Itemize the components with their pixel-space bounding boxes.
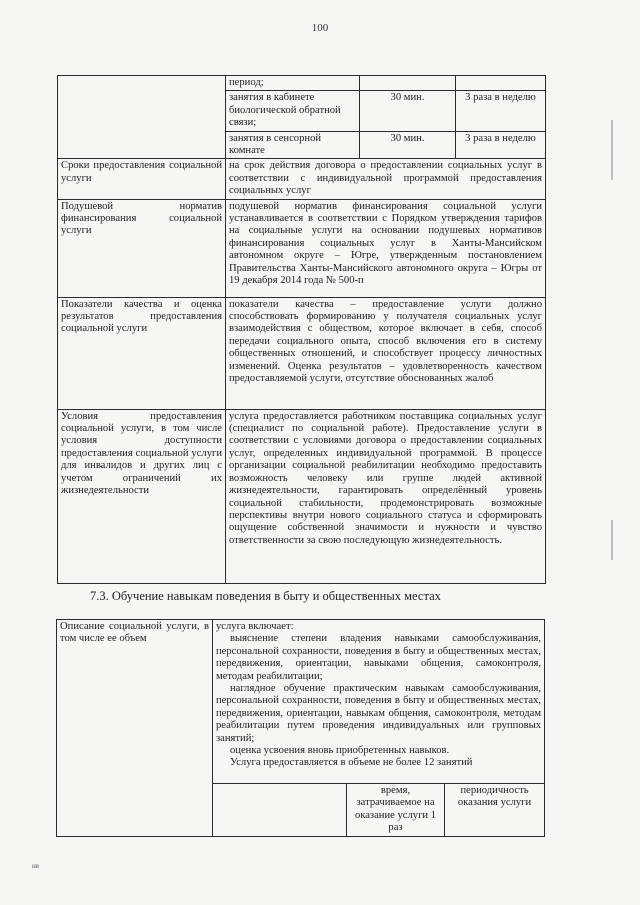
- procedure-frequency: 3 раза в неделю: [456, 131, 546, 159]
- frequency-column-header: периодичность оказания услуги: [445, 784, 545, 837]
- procedure-name: период;: [226, 76, 360, 91]
- description-paragraph: наглядное обучение практическим навыкам самообслуживания, персональной сохранности, поведения в быту и общественных местах, передвижения, ориентации, навыкам общения, самоконтроля, методам реабилитации путем проведения индивидуальных или групповых занятий;: [216, 683, 542, 744]
- row-value: подушевой норматив финансирования социальной услуги устанавливается в соответствии с Порядком утверждения тарифов на социальные услуги на основании подушевых нормативов финансирования социальных услуг в Ханты-Мансийском автономном округе – Югре, утвержденным постановлением Правительства Ханты-Мансийского автономного округа – Югры от 19 декабря 2014 года № 500-п: [226, 199, 546, 297]
- description-paragraph: Услуга предоставляется в объеме не более 12 занятий: [230, 757, 473, 769]
- section-heading: 7.3. Обучение навыкам поведения в быту и общественных местах: [90, 589, 441, 603]
- procedure-time: 30 мин.: [360, 131, 456, 159]
- empty-procedure-cell: [213, 784, 347, 837]
- description-paragraph: выяснение степени владения навыками самообслуживания, персональной сохранности, поведения в быту и общественных местах, передвижения, ориентации, навыками общения, самоконтроля, методам реабилитации;: [216, 633, 542, 682]
- footer-mark: нв: [32, 862, 40, 870]
- scan-edge-mark: [611, 120, 613, 180]
- table-row: [58, 297, 546, 409]
- table-row: [57, 620, 545, 784]
- procedure-name: занятия в сенсорной комнате: [226, 131, 360, 159]
- procedure-name: занятия в кабинете биологической обратной связи;: [226, 91, 360, 131]
- table-row: [58, 159, 546, 199]
- description-intro: услуга включает:: [216, 621, 294, 632]
- procedure-time: 30 мин.: [360, 91, 456, 131]
- service-description-table: [56, 619, 545, 837]
- procedure-time: [360, 76, 456, 91]
- row-value: на срок действия договора о предоставлении социальных услуг в соответствии с индивидуальной программой предоставления социальных услуг: [226, 159, 546, 199]
- row-label: Показатели качества и оценка результатов предоставления социальной услуги: [58, 297, 226, 409]
- procedure-frequency: [456, 76, 546, 91]
- row-label: Условия предоставления социальной услуги, в том числе условия доступности предоставления социальной услуги для инвалидов и других лиц с учетом ограничений их жизнедеятельности: [58, 409, 226, 583]
- row-value: показатели качества – предоставление услуги должно способствовать формированию у получателя социальных услуг взаимодействия с обществом, которое включает в себя, способ передачи социального опыта, способ включения его в систему общественных отношений, и способствует процессу личностных изменений. Оценка результатов – удовлетворенность качеством предоставляемой услуги, отсутствие обоснованных жалоб: [226, 297, 546, 409]
- table-row: [58, 409, 546, 583]
- empty-label-cell: [58, 76, 226, 159]
- row-label: Сроки предоставления социальной услуги: [58, 159, 226, 199]
- row-label: Описание социальной услуги, в том числе ее объем: [57, 620, 213, 837]
- table-row: [58, 199, 546, 297]
- service-description: [213, 620, 545, 784]
- table-row: [58, 76, 546, 91]
- page-number: 100: [311, 22, 329, 34]
- time-column-header: время, затрачиваемое на оказание услуги 1 раз: [347, 784, 445, 837]
- row-label: Подушевой норматив финансирования социальной услуги: [58, 199, 226, 297]
- scan-edge-mark: [611, 520, 613, 560]
- service-details-table: [57, 75, 546, 584]
- procedure-frequency: 3 раза в неделю: [456, 91, 546, 131]
- description-paragraph: оценка усвоения вновь приобретенных навыков.: [230, 745, 450, 757]
- row-value: услуга предоставляется работником поставщика социальных услуг (специалист по социальной работе). Предоставление услуги в соответствии с условиями договора о предоставлении социальных услуг, определенных индивидуальной программой. В процессе организации социальной реабилитации необходимо предоставить возможность человеку или группе людей активной жизнедеятельности, гарантировать определённый уровень социальной стабильности, продемонстрировать возможные перспективы внутри нового социального статуса и сформировать ощущение собственной значимости и нужности и чувство ответственности за свою последующую жизнедеятельность.: [226, 409, 546, 583]
